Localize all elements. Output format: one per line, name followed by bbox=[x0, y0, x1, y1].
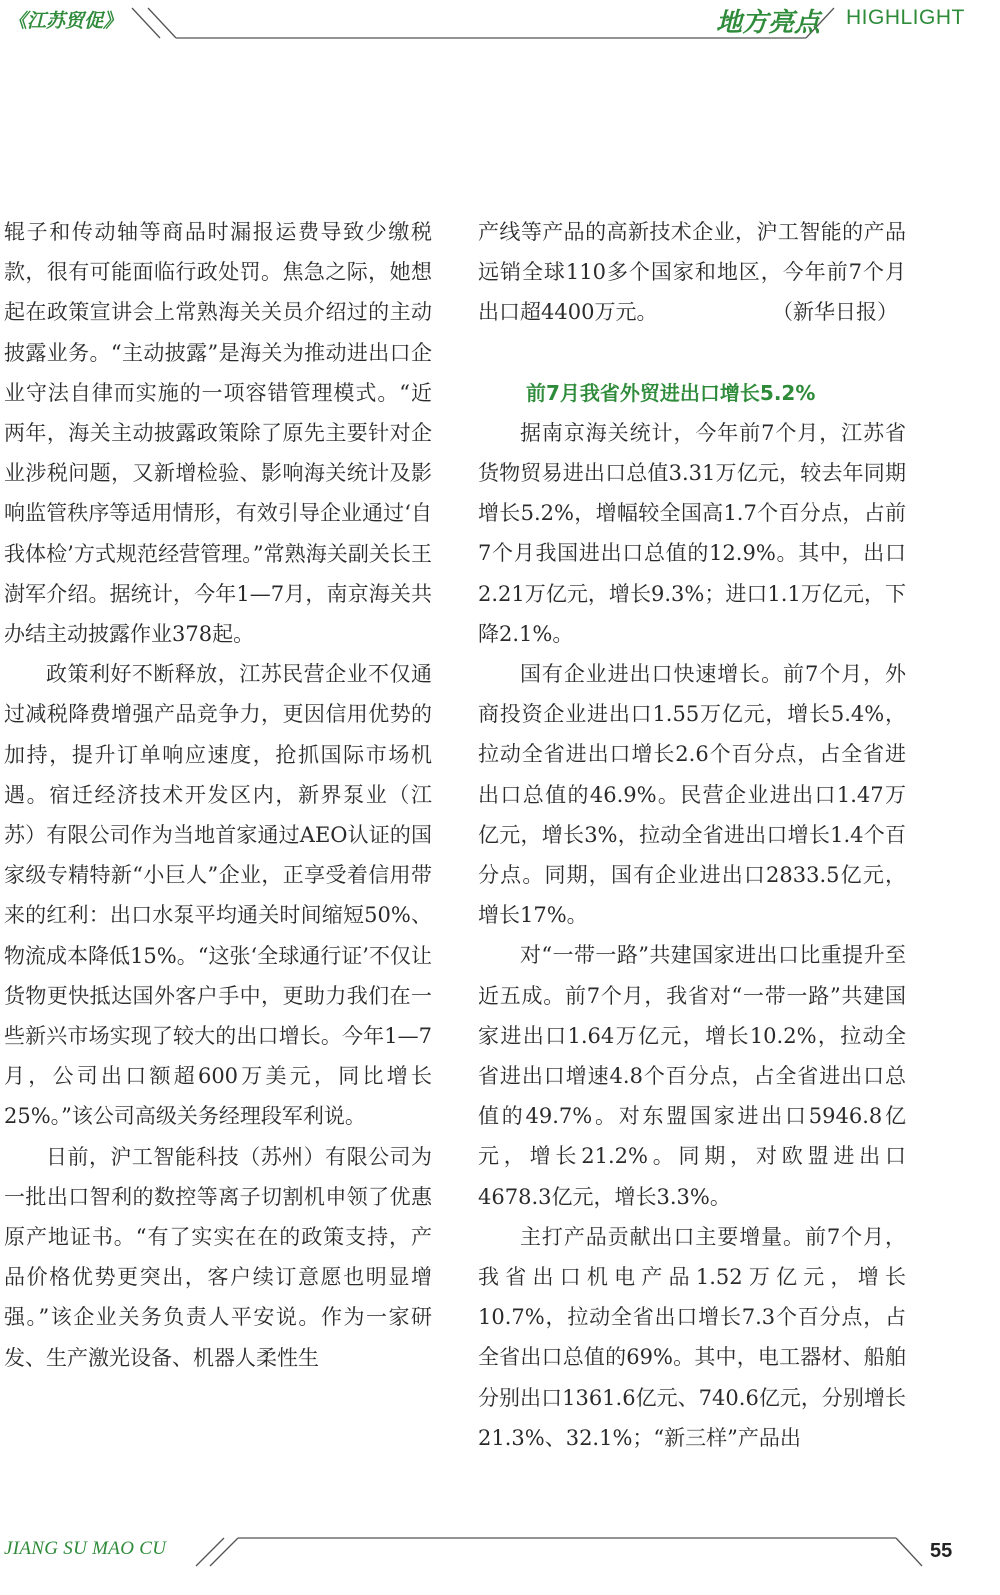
body-paragraph: 辊子和传动轴等商品时漏报运费导致少缴税款，很有可能面临行政处罚。焦急之际，她想起在政策宣讲会上常熟海关关员介绍过的主动披露业务。“主动披露”是海关为推动进出口企业守法自律而实施的一项容错管理模式。“近两年，海关主动披露政策除了原先主要针对企业涉税问题，又新增检验、影响海关统计及影响监管秩序等适用情形，有效引导企业通过‘自我体检’方式规范经营管理。”常熟海关副关长王澍军介绍。据统计，今年1—7月，南京海关共办结主动披露作业378起。 bbox=[4, 220, 432, 647]
page-footer bbox=[0, 1528, 1000, 1595]
body-paragraph-with-source bbox=[478, 212, 906, 333]
body-paragraph: 产线等产品的高新技术企业，沪工智能的产品远销全球110多个国家和地区，今年前7个月出口超4400万元。 bbox=[478, 220, 906, 325]
page-header bbox=[0, 0, 1000, 60]
left-column bbox=[4, 212, 432, 1378]
article-source: （新华日报） bbox=[772, 300, 898, 325]
magazine-title-en: JIANG SU MAO CU bbox=[4, 1538, 167, 1559]
right-column bbox=[478, 212, 906, 1458]
article-subheading: 前7月我省外贸进出口增长5.2% bbox=[526, 380, 816, 405]
body-paragraph: 主打产品贡献出口主要增量。前7个月，我省出口机电产品1.52万亿元，增长10.7%，拉动全省出口增长7.3个百分点，占全省出口总值的69%。其中，电工器材、船舶分别出口1361.6亿元、740.6亿元，分别增长21.3%、32.1%；“新三样”产品出 bbox=[478, 1224, 906, 1450]
body-paragraph: 国有企业进出口快速增长。前7个月，外商投资企业进出口1.55万亿元，增长5.4%，拉动全省进出口增长2.6个百分点，占全省进出口总值的46.9%。民营企业进出口1.47万亿元，增长3%，拉动全省进出口增长1.4个百分点。同期，国有企业进出口2833.5亿元，增长17%。 bbox=[478, 662, 906, 928]
section-title-en: HIGHLIGHT bbox=[846, 6, 965, 29]
body-paragraph: 据南京海关统计，今年前7个月，江苏省货物贸易进出口总值3.31万亿元，较去年同期增长5.2%，增幅较全国高1.7个百分点，占前7个月我国进出口总值的12.9%。其中，出口2.21万亿元，增长9.3%；进口1.1万亿元，下降2.1%。 bbox=[478, 420, 906, 646]
body-paragraph: 对“一带一路”共建国家进出口比重提升至近五成。前7个月，我省对“一带一路”共建国家进出口1.64万亿元，增长10.2%，拉动全省进出口增速4.8个百分点，占全省进出口总值的49.7%。对东盟国家进出口5946.8亿元，增长21.2%。同期，对欧盟进出口4678.3亿元，增长3.3%。 bbox=[478, 943, 906, 1209]
section-title: 地方亮点 bbox=[716, 8, 821, 38]
magazine-title: 《江苏贸促》 bbox=[8, 10, 123, 32]
page-number: 55 bbox=[930, 1540, 953, 1562]
body-paragraph: 政策利好不断释放，江苏民营企业不仅通过减税降费增强产品竞争力，更因信用优势的加持，提升订单响应速度，抢抓国际市场机遇。宿迁经济技术开发区内，新界泵业（江苏）有限公司作为当地首家通过AEO认证的国家级专精特新“小巨人”企业，正享受着信用带来的红利：出口水泵平均通关时间缩短50%、物流成本降低15%。“这张‘全球通行证’不仅让货物更快抵达国外客户手中，更助力我们在一些新兴市场实现了较大的出口增长。今年1—7月，公司出口额超600万美元，同比增长25%。”该公司高级关务经理段军利说。 bbox=[4, 662, 432, 1129]
body-paragraph: 日前，沪工智能科技（苏州）有限公司为一批出口智利的数控等离子切割机申领了优惠原产地证书。“有了实实在在的政策支持，产品价格优势更突出，客户续订意愿也明显增强。”该企业关务负责人平安说。作为一家研发、生产激光设备、机器人柔性生 bbox=[4, 1144, 432, 1370]
